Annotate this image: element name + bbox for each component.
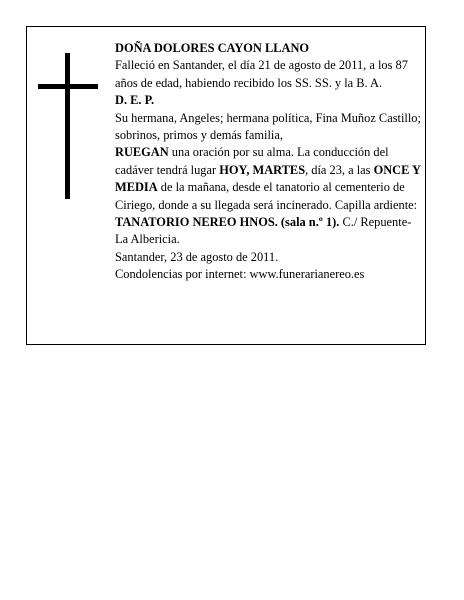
service-time: ONCE Y MEDIA [115,162,421,195]
deceased-name: DOÑA DOLORES CAYON LLANO [115,41,310,55]
funeral-home-address: C./ Repuente-La Albericia. [115,215,412,247]
death-statement: Falleció en Santander, el día 21 de agosto de 2011, a los 87 años de edad, habiendo recibido los SS. SS. y la B. A. [115,58,408,90]
cross-icon [38,53,98,199]
service-date: , día 23, a las [305,162,374,177]
service-place: de la mañana, desde el tanatorio al cementerio de Ciriego, donde a su llegada será incinerado. Capilla ardiente: [115,180,418,212]
service-details [115,144,421,248]
obituary-notice [26,26,426,345]
obituary-text [115,40,421,284]
ruegan-text: RUEGAN [115,145,169,160]
service-day: HOY, MARTES [219,162,306,177]
condolences-line: Condolencias por internet: www.funerarianereo.es [115,267,365,282]
dateline: Santander, 23 de agosto de 2011. [115,249,279,264]
funeral-home: TANATORIO NEREO HNOS. (sala n.º 1). [115,215,340,230]
cross-vertical-bar [65,53,70,199]
family-list: Su hermana, Angeles; hermana política, Fina Muñoz Castillo; sobrinos, primos y demás familia, [115,110,421,143]
prayer-text: una oración por su alma. La conducción del cadáver tendrá lugar [115,145,389,177]
rip-abbreviation: D. E. P. [115,93,155,108]
cross-horizontal-bar [38,84,98,89]
